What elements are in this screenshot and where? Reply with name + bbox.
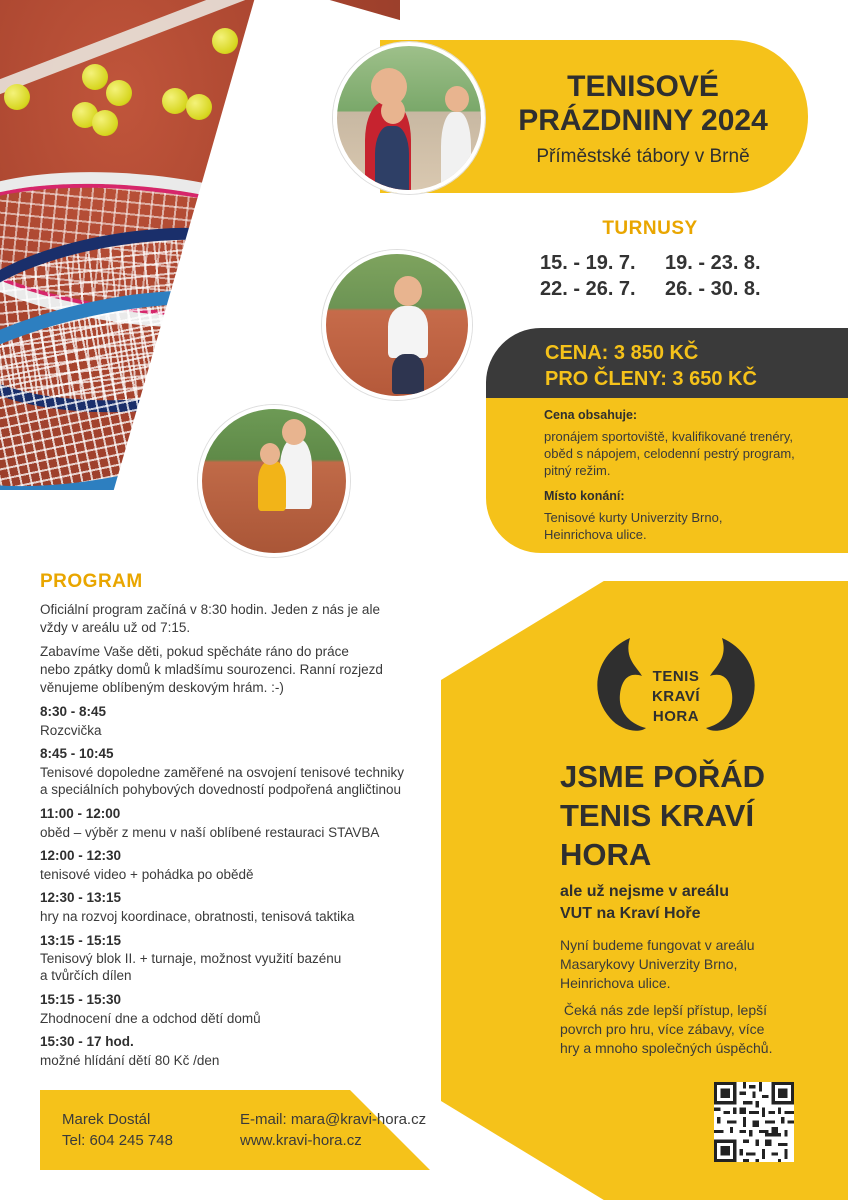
venue-line: Tenisové kurty Univerzity Brno, [544,510,723,525]
term-1: 15. - 19. 7. [540,252,636,274]
club-text-line: Nyní budeme fungovat v areálu [560,937,755,953]
program-intro-line: nebo zpátky domů k mladšímu sourozenci. Ranní rozjezd [40,662,383,677]
club-text-line: povrch pro hru, více zábavy, více [560,1021,765,1037]
coach-head [282,419,306,445]
club-heading-line: HORA [560,837,652,872]
club-text-line: Masarykovy Univerzity Brno, [560,956,738,972]
child-head [394,276,422,306]
program-intro-line: Zabavíme Vaše děti, pokud spěcháte ráno do práce [40,644,349,659]
tennis-ball-icon [92,110,118,136]
qr-code-icon[interactable] [714,1082,794,1162]
slot-time: 13:15 - 15:15 [40,933,122,948]
child-head [260,443,280,465]
photo-coach-with-kids [333,42,485,194]
price: CENA: 3 850 KČ [545,342,699,364]
venue-heading: Místo konání: [544,489,625,503]
page-title-line2: PRÁZDNINY 2024 [518,104,768,137]
slot-time: 11:00 - 12:00 [40,806,121,821]
child-head [445,86,469,112]
club-subheading-line: VUT na Kraví Hoře [560,905,701,922]
club-text-line: Čeká nás zde lepší přístup, lepší [560,1002,767,1018]
website-link[interactable]: www.kravi-hora.cz [240,1132,362,1149]
slot-time: 12:30 - 13:15 [40,890,122,905]
club-heading-line: JSME POŘÁD [560,759,765,794]
slot-desc: možné hlídání dětí 80 Kč /den [40,1053,220,1068]
slot-desc: Tenisové dopoledne zaměřené na osvojení tenisové techniky [40,765,404,780]
logo-text-line: KRAVÍ [651,688,701,705]
includes-line: pitný režim. [544,463,611,478]
program-intro-line: věnujeme oblíbeným deskovým hrám. :-) [40,680,284,695]
slot-desc: Tenisový blok II. + turnaje, možnost využití bazénu [40,951,342,966]
contact-email-link[interactable]: E-mail: mara@kravi-hora.cz [240,1111,427,1128]
tennis-ball-icon [162,88,188,114]
slot-desc: Zhodnocení dne a odchod dětí domů [40,1011,261,1026]
slot-time: 15:15 - 15:30 [40,992,122,1007]
slot-desc: hry na rozvoj koordinace, obratnosti, tenisová taktika [40,909,355,924]
photo-coach-training [198,405,350,557]
slot-desc: Rozcvička [40,723,102,738]
slot-desc: tenisové video + pohádka po obědě [40,867,254,882]
child-shorts [392,354,424,394]
contact-name: Marek Dostál [62,1111,151,1128]
club-text-line: Heinrichova ulice. [560,975,671,991]
tennis-ball-icon [82,64,108,90]
member-price: PRO ČLENY: 3 650 KČ [545,368,757,390]
tennis-ball-icon [186,94,212,120]
page-subtitle: Příměstské tábory v Brně [536,146,750,167]
term-2: 22. - 26. 7. [540,278,636,300]
slot-desc: a speciálních pohybových dovedností podpořená angličtinou [40,782,402,797]
slot-time: 8:30 - 8:45 [40,704,107,719]
club-heading-line: TENIS KRAVÍ [560,798,755,833]
includes-line: pronájem sportoviště, kvalifikované trenéry, [544,429,794,444]
program-intro-line: vždy v areálu už od 7:15. [40,620,191,635]
includes-heading: Cena obsahuje: [544,408,638,422]
term-4: 26. - 30. 8. [665,278,761,300]
child-figure [375,126,409,194]
tennis-ball-icon [106,80,132,106]
venue-line: Heinrichova ulice. [544,527,647,542]
tennis-ball-icon [212,28,238,54]
photo-child-playing [322,250,472,400]
program-heading: PROGRAM [40,571,143,592]
slot-time: 8:45 - 10:45 [40,746,114,761]
child-figure [258,461,286,511]
program-intro-line: Oficiální program začíná v 8:30 hodin. Jeden z nás je ale [40,602,380,617]
logo-text-line: TENIS [652,668,700,685]
term-3: 19. - 23. 8. [665,252,761,274]
tennis-ball-icon [4,84,30,110]
contact-phone[interactable]: Tel: 604 245 748 [62,1132,173,1149]
club-subheading-line: ale už nejsme v areálu [560,883,729,900]
hero-photo [0,0,400,490]
child-figure [441,112,471,194]
turnusy-heading: TURNUSY [602,218,698,239]
child-figure [388,306,428,358]
logo-text-line: HORA [652,708,700,725]
slot-desc: a tvůrčích dílen [40,968,132,983]
slot-desc: oběd – výběr z menu v naší oblíbené restauraci STAVBA [40,825,380,840]
child-head [381,98,405,124]
slot-time: 12:00 - 12:30 [40,848,122,863]
page-title-line1: TENISOVÉ [567,70,719,103]
includes-line: oběd s nápojem, celodenní pestrý program, [544,446,795,461]
slot-time: 15:30 - 17 hod. [40,1034,134,1049]
club-text-line: hry a mnoho společných úspěchů. [560,1040,773,1056]
